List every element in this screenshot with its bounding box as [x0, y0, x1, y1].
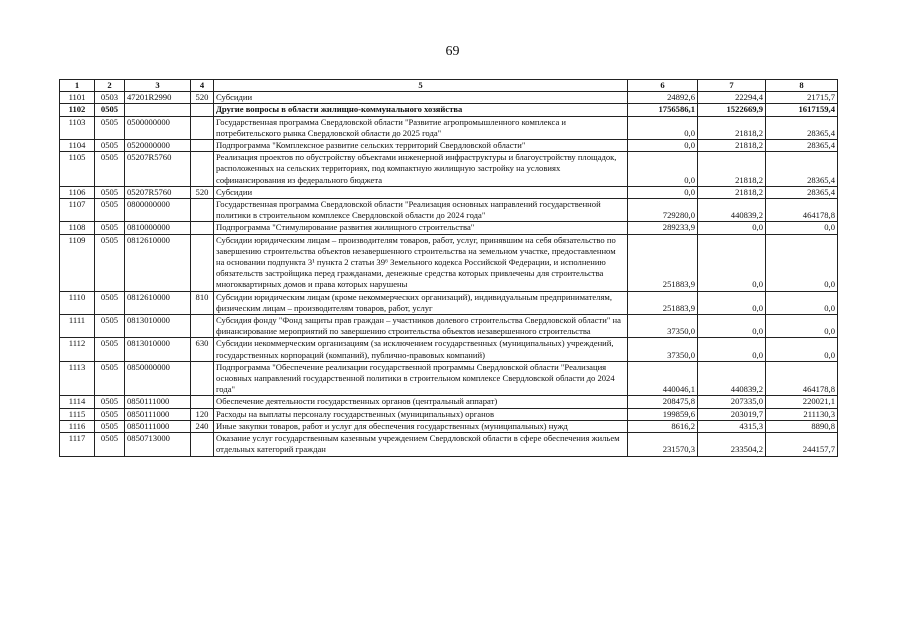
header-row: [60, 80, 838, 92]
row-number-cell: 1107: [60, 199, 95, 222]
row-number-cell: 1108: [60, 222, 95, 234]
item-name-cell: Иные закупки товаров, работ и услуг для обеспечения государственных (муниципальных) нужд: [214, 420, 628, 432]
amount-2024-cell: 0,0: [698, 291, 766, 314]
table-row: [60, 199, 838, 222]
item-name-cell: Субсидии: [214, 186, 628, 198]
amount-2023-cell: 1756586,1: [628, 104, 698, 116]
amount-2023-cell: 8616,2: [628, 420, 698, 432]
amount-2023-cell: 37350,0: [628, 315, 698, 338]
amount-2024-cell: 203019,7: [698, 408, 766, 420]
row-number-cell: 1104: [60, 140, 95, 152]
table-row: [60, 420, 838, 432]
expense-type-cell: [191, 433, 214, 456]
expense-type-cell: [191, 396, 214, 408]
target-code-cell: 0800000000: [125, 199, 191, 222]
amount-2025-cell: 28365,4: [766, 140, 838, 152]
amount-2024-cell: 0,0: [698, 222, 766, 234]
section-code-cell: 0505: [95, 433, 125, 456]
amount-2025-cell: 464178,8: [766, 199, 838, 222]
amount-2023-cell: 24892,6: [628, 92, 698, 104]
target-code-cell: 0850111000: [125, 396, 191, 408]
section-code-cell: 0505: [95, 291, 125, 314]
item-name-cell: Оказание услуг государственным казенным учреждением Свердловской области в сфере обеспечения жильем отдельных категорий граждан: [214, 433, 628, 456]
item-name-cell: Субсидии юридическим лицам – производителям товаров, работ, услуг, принявшим на себя обязательство по завершению строительства объектов незавершенного строительства на земельном участке, предоставленном на основании подпункта 3¹ пункта 2 статьи 39⁶ Земельного кодекса Российской Федерации, и исполнению обязательств застройщика перед гражданами, денежные средства которых привлечены для строительства многоквартирных домов и права которых нарушены: [214, 234, 628, 291]
item-name-cell: Обеспечение деятельности государственных органов (центральный аппарат): [214, 396, 628, 408]
table-row: [60, 338, 838, 361]
expense-type-cell: [191, 199, 214, 222]
section-code-cell: 0505: [95, 408, 125, 420]
target-code-cell: 0813010000: [125, 338, 191, 361]
amount-2025-cell: 1617159,4: [766, 104, 838, 116]
item-name-cell: Субсидии: [214, 92, 628, 104]
target-code-cell: 0850111000: [125, 420, 191, 432]
item-name-cell: Субсидия фонду "Фонд защиты прав граждан – участников долевого строительства Свердловской области" на финансирование мероприятий по завершению строительства объектов незавершенного строительства: [214, 315, 628, 338]
amount-2025-cell: 28365,4: [766, 116, 838, 139]
row-number-cell: 1106: [60, 186, 95, 198]
table-row: [60, 104, 838, 116]
amount-2024-cell: 1522669,9: [698, 104, 766, 116]
amount-2023-cell: 0,0: [628, 140, 698, 152]
section-code-cell: 0505: [95, 222, 125, 234]
table-row: [60, 361, 838, 396]
target-code-cell: 0810000000: [125, 222, 191, 234]
amount-2025-cell: 28365,4: [766, 152, 838, 187]
amount-2025-cell: 0,0: [766, 315, 838, 338]
column-header: 4: [191, 80, 214, 92]
row-number-cell: 1117: [60, 433, 95, 456]
item-name-cell: Государственная программа Свердловской области "Развитие агропромышленного комплекса и потребительского рынка Свердловской области до 2025 года": [214, 116, 628, 139]
section-code-cell: 0505: [95, 361, 125, 396]
section-code-cell: 0505: [95, 140, 125, 152]
section-code-cell: 0505: [95, 116, 125, 139]
column-header: 7: [698, 80, 766, 92]
amount-2025-cell: 0,0: [766, 291, 838, 314]
amount-2024-cell: 440839,2: [698, 361, 766, 396]
item-name-cell: Другие вопросы в области жилищно-коммунального хозяйства: [214, 104, 628, 116]
expense-type-cell: [191, 140, 214, 152]
column-header: 1: [60, 80, 95, 92]
table-row: [60, 433, 838, 456]
amount-2025-cell: 0,0: [766, 222, 838, 234]
column-header: 6: [628, 80, 698, 92]
row-number-cell: 1112: [60, 338, 95, 361]
expense-type-cell: 810: [191, 291, 214, 314]
amount-2023-cell: 0,0: [628, 186, 698, 198]
section-code-cell: 0505: [95, 234, 125, 291]
amount-2023-cell: 231570,3: [628, 433, 698, 456]
amount-2023-cell: 208475,8: [628, 396, 698, 408]
page-number: 69: [445, 44, 460, 59]
section-code-cell: 0505: [95, 186, 125, 198]
amount-2023-cell: 37350,0: [628, 338, 698, 361]
row-number-cell: 1110: [60, 291, 95, 314]
item-name-cell: Подпрограмма "Обеспечение реализации государственной программы Свердловской области "Реализация основных направлений государственной политики в строительном комплексе Свердловской области до 2024 года": [214, 361, 628, 396]
amount-2023-cell: 440046,1: [628, 361, 698, 396]
section-code-cell: 0505: [95, 420, 125, 432]
amount-2024-cell: 21818,2: [698, 116, 766, 139]
table-body: [60, 92, 838, 456]
table-row: [60, 186, 838, 198]
table-row: [60, 140, 838, 152]
expense-type-cell: 520: [191, 92, 214, 104]
column-header: 2: [95, 80, 125, 92]
amount-2024-cell: 0,0: [698, 315, 766, 338]
amount-2023-cell: 199859,6: [628, 408, 698, 420]
section-code-cell: 0503: [95, 92, 125, 104]
row-number-cell: 1103: [60, 116, 95, 139]
expense-type-cell: [191, 104, 214, 116]
target-code-cell: 0520000000: [125, 140, 191, 152]
item-name-cell: Субсидии юридическим лицам (кроме некоммерческих организаций), индивидуальным предпринимателям, физическим лицам – производителям товаров, работ, услуг: [214, 291, 628, 314]
target-code-cell: 0850000000: [125, 361, 191, 396]
amount-2025-cell: 21715,7: [766, 92, 838, 104]
budget-table: [59, 79, 838, 457]
table-row: [60, 408, 838, 420]
row-number-cell: 1111: [60, 315, 95, 338]
target-code-cell: 0812610000: [125, 234, 191, 291]
amount-2024-cell: 21818,2: [698, 186, 766, 198]
amount-2024-cell: 21818,2: [698, 152, 766, 187]
section-code-cell: 0505: [95, 104, 125, 116]
row-number-cell: 1105: [60, 152, 95, 187]
item-name-cell: Подпрограмма "Стимулирование развития жилищного строительства": [214, 222, 628, 234]
target-code-cell: 47201R2990: [125, 92, 191, 104]
item-name-cell: Субсидии некоммерческим организациям (за исключением государственных (муниципальных) учреждений, государственных корпораций (компаний), публично-правовых компаний): [214, 338, 628, 361]
amount-2025-cell: 28365,4: [766, 186, 838, 198]
amount-2025-cell: 0,0: [766, 338, 838, 361]
row-number-cell: 1114: [60, 396, 95, 408]
item-name-cell: Подпрограмма "Комплексное развитие сельских территорий Свердловской области": [214, 140, 628, 152]
amount-2025-cell: 464178,8: [766, 361, 838, 396]
amount-2023-cell: 0,0: [628, 116, 698, 139]
expense-type-cell: 520: [191, 186, 214, 198]
table-row: [60, 234, 838, 291]
amount-2024-cell: 22294,4: [698, 92, 766, 104]
amount-2024-cell: 0,0: [698, 234, 766, 291]
table-row: [60, 116, 838, 139]
expense-type-cell: [191, 116, 214, 139]
target-code-cell: 0850713000: [125, 433, 191, 456]
target-code-cell: [125, 104, 191, 116]
amount-2025-cell: 0,0: [766, 234, 838, 291]
target-code-cell: 0812610000: [125, 291, 191, 314]
expense-type-cell: [191, 152, 214, 187]
amount-2024-cell: 440839,2: [698, 199, 766, 222]
row-number-cell: 1115: [60, 408, 95, 420]
expense-type-cell: [191, 222, 214, 234]
section-code-cell: 0505: [95, 315, 125, 338]
amount-2025-cell: 211130,3: [766, 408, 838, 420]
table-row: [60, 291, 838, 314]
amount-2025-cell: 8890,8: [766, 420, 838, 432]
expense-type-cell: [191, 361, 214, 396]
item-name-cell: Государственная программа Свердловской области "Реализация основных направлений государственной политики в строительном комплексе Свердловской области до 2024 года": [214, 199, 628, 222]
column-header: 3: [125, 80, 191, 92]
table-row: [60, 222, 838, 234]
target-code-cell: 0813010000: [125, 315, 191, 338]
section-code-cell: 0505: [95, 199, 125, 222]
amount-2023-cell: 289233,9: [628, 222, 698, 234]
table-row: [60, 315, 838, 338]
expense-type-cell: [191, 315, 214, 338]
target-code-cell: 05207R5760: [125, 152, 191, 187]
target-code-cell: 05207R5760: [125, 186, 191, 198]
amount-2025-cell: 244157,7: [766, 433, 838, 456]
amount-2023-cell: 0,0: [628, 152, 698, 187]
table-row: [60, 92, 838, 104]
amount-2024-cell: 21818,2: [698, 140, 766, 152]
amount-2023-cell: 251883,9: [628, 291, 698, 314]
amount-2024-cell: 207335,0: [698, 396, 766, 408]
expense-type-cell: 120: [191, 408, 214, 420]
row-number-cell: 1109: [60, 234, 95, 291]
expense-type-cell: 630: [191, 338, 214, 361]
expense-type-cell: 240: [191, 420, 214, 432]
section-code-cell: 0505: [95, 338, 125, 361]
column-header: 5: [214, 80, 628, 92]
expense-type-cell: [191, 234, 214, 291]
item-name-cell: Реализация проектов по обустройству объектами инженерной инфраструктуры и благоустройству площадок, расположенных на сельских территориях, под компактную жилищную застройку на условиях софинансирования из федерального бюджета: [214, 152, 628, 187]
amount-2024-cell: 233504,2: [698, 433, 766, 456]
row-number-cell: 1102: [60, 104, 95, 116]
table-row: [60, 152, 838, 187]
amount-2024-cell: 0,0: [698, 338, 766, 361]
target-code-cell: 0850111000: [125, 408, 191, 420]
section-code-cell: 0505: [95, 152, 125, 187]
amount-2023-cell: 251883,9: [628, 234, 698, 291]
column-header: 8: [766, 80, 838, 92]
amount-2023-cell: 729280,0: [628, 199, 698, 222]
target-code-cell: 0500000000: [125, 116, 191, 139]
row-number-cell: 1116: [60, 420, 95, 432]
row-number-cell: 1101: [60, 92, 95, 104]
amount-2024-cell: 4315,3: [698, 420, 766, 432]
section-code-cell: 0505: [95, 396, 125, 408]
row-number-cell: 1113: [60, 361, 95, 396]
table-row: [60, 396, 838, 408]
amount-2025-cell: 220021,1: [766, 396, 838, 408]
item-name-cell: Расходы на выплаты персоналу государственных (муниципальных) органов: [214, 408, 628, 420]
